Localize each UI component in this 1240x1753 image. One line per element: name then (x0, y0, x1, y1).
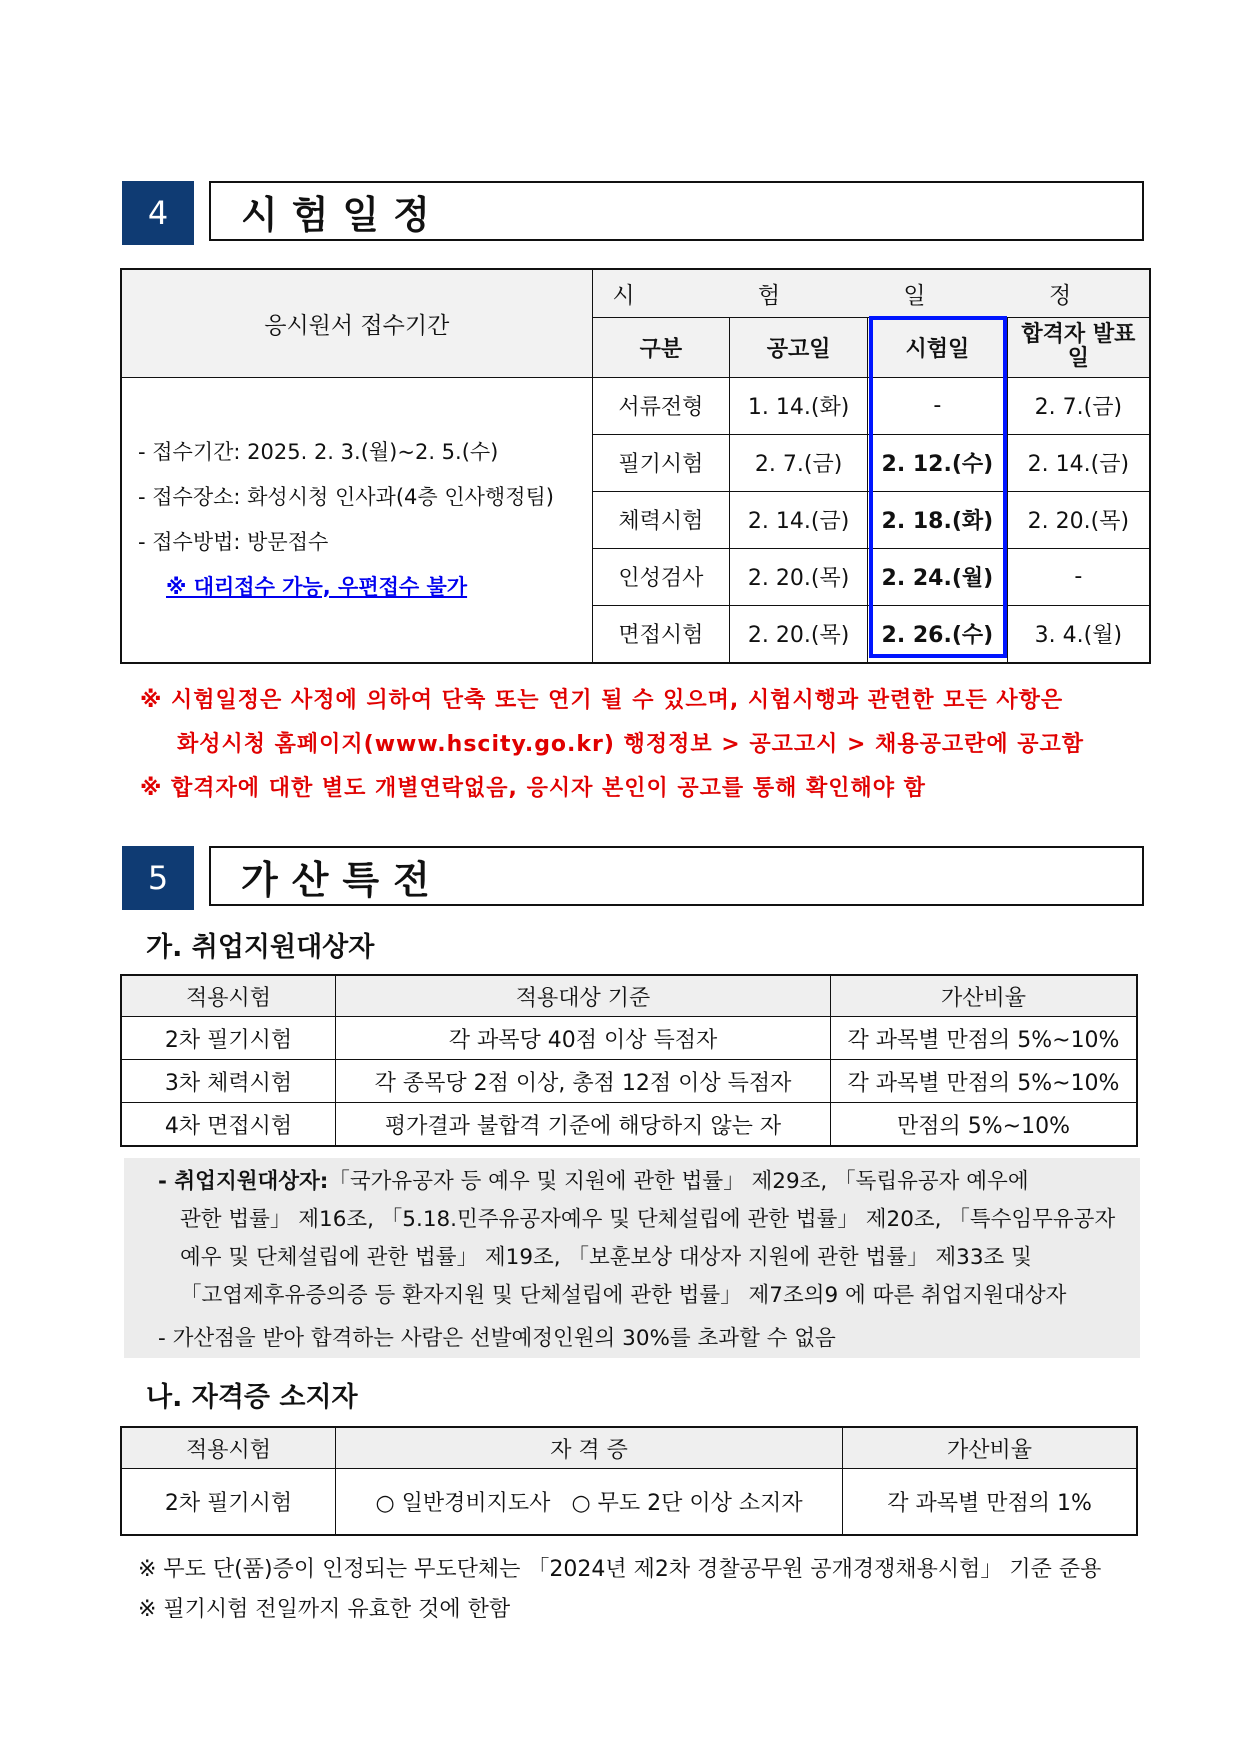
col-header-announce: 공고일 (730, 317, 868, 377)
schedule-notice-2: 화성시청 홈페이지(www.hscity.go.kr) 행정정보 > 공고고시 > 채용공고란에 공고함 (177, 732, 1085, 757)
certificate-bonus-table (120, 1426, 1138, 1536)
veteran-bonus-table (120, 974, 1138, 1147)
reception-method: - 접수방법: 방문접수 (138, 529, 329, 554)
col-header-stage: 구분 (592, 317, 730, 377)
reception-period-header: 응시원서 접수기간 (121, 269, 592, 377)
section-4-header (122, 181, 1146, 245)
announce-cell: 1. 14.(화) (730, 377, 868, 434)
reception-note: ※ 대리접수 가능, 우편접수 불가 (166, 574, 468, 599)
exam-cell: 2. 26.(수) (867, 605, 1007, 663)
criteria-cell: 각 과목당 40점 이상 득점자 (336, 1017, 831, 1060)
stage-cell: 면접시험 (592, 605, 730, 663)
eligibility-label: - 취업지원대상자: (158, 1169, 329, 1194)
announce-cell: 2. 20.(목) (730, 548, 868, 605)
rate-cell: 만점의 5%~10% (830, 1103, 1137, 1147)
result-cell: 2. 14.(금) (1007, 434, 1150, 491)
col-header: 적용대상 기준 (336, 975, 831, 1017)
section-number: 5 (122, 846, 194, 910)
bonus-limit-line: - 가산점을 받아 합격하는 사람은 선발예정인원의 30%를 초과할 수 없음 (158, 1326, 836, 1351)
criteria-cell: 평가결과 불합격 기준에 해당하지 않는 자 (336, 1103, 831, 1147)
certificate-martial-arts: ○ 무도 2단 이상 소지자 (571, 1490, 803, 1516)
schedule-header: 시 험 일 정 (592, 269, 1150, 317)
announce-cell: 2. 20.(목) (730, 605, 868, 663)
rate-cell: 각 과목별 만점의 5%~10% (830, 1060, 1137, 1103)
certificate-note-1: ※ 무도 단(품)증이 인정되는 무도단체는 「2024년 제2차 경찰공무원 공개경쟁채용시험」 기준 준용 (138, 1557, 1102, 1582)
col-header-exam: 시험일 (867, 317, 1007, 377)
rate-cell: 각 과목별 만점의 1% (843, 1469, 1137, 1535)
result-cell: 2. 7.(금) (1007, 377, 1150, 434)
exam-cell: 4차 면접시험 (121, 1103, 336, 1147)
schedule-notice-3: ※ 합격자에 대한 별도 개별연락없음, 응시자 본인이 공고를 통해 확인해야 함 (140, 776, 926, 801)
schedule-notice-1: ※ 시험일정은 사정에 의하여 단축 또는 연기 될 수 있으며, 시험시행과 관련한 모든 사항은 (140, 688, 1064, 713)
eligibility-line-1 (158, 1164, 1029, 1195)
subheading-b: 나. 자격증 소지자 (146, 1382, 358, 1413)
eligibility-line-2: 관한 법률」 제16조, 「5.18.민주유공자예우 및 단체설립에 관한 법률」 제20조, 「특수임무유공자 (180, 1207, 1116, 1232)
eligibility-text: 「국가유공자 등 예우 및 지원에 관한 법률」 제29조, 「독립유공자 예우에 (328, 1169, 1029, 1194)
exam-cell: 2차 필기시험 (121, 1469, 336, 1535)
schedule-table (120, 268, 1151, 664)
col-header: 가산비율 (843, 1427, 1137, 1469)
stage-cell: 체력시험 (592, 491, 730, 548)
result-cell: 2. 20.(목) (1007, 491, 1150, 548)
col-header: 적용시험 (121, 975, 336, 1017)
stage-cell: 서류전형 (592, 377, 730, 434)
stage-cell: 필기시험 (592, 434, 730, 491)
reception-info (121, 377, 592, 663)
section-title: 시험일정 (209, 181, 1144, 241)
result-cell: 3. 4.(월) (1007, 605, 1150, 663)
certificate-cell (336, 1469, 843, 1535)
section-title: 가산특전 (209, 846, 1144, 906)
announce-cell: 2. 7.(금) (730, 434, 868, 491)
subheading-a: 가. 취업지원대상자 (146, 932, 375, 963)
exam-cell: 2차 필기시험 (121, 1017, 336, 1060)
eligibility-line-4: 「고엽제후유증의증 등 환자지원 및 단체설립에 관한 법률」 제7조의9 에 따른 취업지원대상자 (180, 1283, 1067, 1308)
reception-period: - 접수기간: 2025. 2. 3.(월)~2. 5.(수) (138, 439, 499, 464)
exam-cell: 3차 체력시험 (121, 1060, 336, 1103)
exam-cell: 2. 18.(화) (867, 491, 1007, 548)
section-number: 4 (122, 181, 194, 245)
section-5-header (122, 846, 1146, 910)
criteria-cell: 각 종목당 2점 이상, 총점 12점 이상 득점자 (336, 1060, 831, 1103)
col-header-result: 합격자 발표일 (1007, 317, 1150, 377)
stage-cell: 인성검사 (592, 548, 730, 605)
exam-cell: - (867, 377, 1007, 434)
certificate-security-guide: ○ 일반경비지도사 (375, 1490, 551, 1516)
rate-cell: 각 과목별 만점의 5%~10% (830, 1017, 1137, 1060)
announce-cell: 2. 14.(금) (730, 491, 868, 548)
col-header: 적용시험 (121, 1427, 336, 1469)
exam-cell: 2. 12.(수) (867, 434, 1007, 491)
exam-cell: 2. 24.(월) (867, 548, 1007, 605)
result-cell: - (1007, 548, 1150, 605)
eligibility-line-3: 예우 및 단체설립에 관한 법률」 제19조, 「보훈보상 대상자 지원에 관한 법률」 제33조 및 (180, 1245, 1032, 1270)
reception-place: - 접수장소: 화성시청 인사과(4층 인사행정팀) (138, 484, 554, 509)
col-header: 가산비율 (830, 975, 1137, 1017)
col-header: 자 격 증 (336, 1427, 843, 1469)
certificate-note-2: ※ 필기시험 전일까지 유효한 것에 한함 (138, 1597, 511, 1622)
